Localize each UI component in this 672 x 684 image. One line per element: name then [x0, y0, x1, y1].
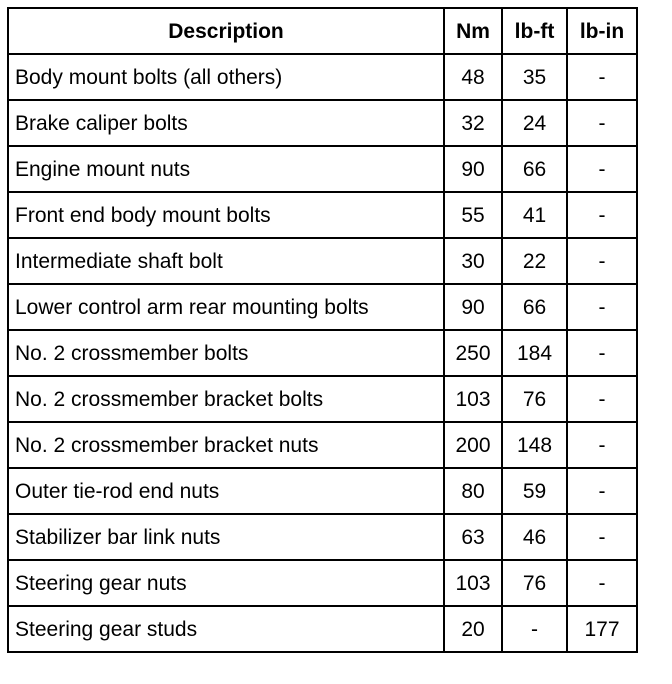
cell-lb-ft: 148 [502, 422, 567, 468]
cell-lb-ft: 22 [502, 238, 567, 284]
table-row [8, 54, 637, 100]
cell-lb-ft: 35 [502, 54, 567, 100]
table-row [8, 192, 637, 238]
cell-nm: 32 [444, 100, 502, 146]
header-lb-ft: lb-ft [502, 8, 567, 54]
table-header [8, 8, 637, 54]
table-row [8, 330, 637, 376]
cell-description: Engine mount nuts [8, 146, 444, 192]
cell-description: Steering gear nuts [8, 560, 444, 606]
cell-lb-in: - [567, 330, 637, 376]
cell-nm: 80 [444, 468, 502, 514]
table-row [8, 606, 637, 652]
cell-description: Intermediate shaft bolt [8, 238, 444, 284]
header-lb-in: lb-in [567, 8, 637, 54]
cell-nm: 250 [444, 330, 502, 376]
cell-lb-ft: 41 [502, 192, 567, 238]
table-row [8, 284, 637, 330]
table-body [8, 54, 637, 652]
cell-lb-in: - [567, 192, 637, 238]
header-description: Description [8, 8, 444, 54]
cell-lb-ft: 66 [502, 146, 567, 192]
cell-lb-in: - [567, 422, 637, 468]
cell-nm: 103 [444, 560, 502, 606]
cell-lb-ft: 76 [502, 376, 567, 422]
cell-description: No. 2 crossmember bracket bolts [8, 376, 444, 422]
cell-lb-in: - [567, 514, 637, 560]
cell-lb-ft: 59 [502, 468, 567, 514]
table-row [8, 146, 637, 192]
header-nm: Nm [444, 8, 502, 54]
table-row [8, 422, 637, 468]
cell-description: Stabilizer bar link nuts [8, 514, 444, 560]
cell-description: Lower control arm rear mounting bolts [8, 284, 444, 330]
cell-lb-in: - [567, 146, 637, 192]
cell-lb-ft: 76 [502, 560, 567, 606]
cell-nm: 90 [444, 284, 502, 330]
cell-nm: 20 [444, 606, 502, 652]
cell-nm: 200 [444, 422, 502, 468]
cell-lb-in: - [567, 238, 637, 284]
table-row [8, 560, 637, 606]
cell-nm: 55 [444, 192, 502, 238]
cell-lb-ft: 46 [502, 514, 567, 560]
cell-description: Body mount bolts (all others) [8, 54, 444, 100]
cell-lb-ft: 24 [502, 100, 567, 146]
cell-nm: 30 [444, 238, 502, 284]
table-row [8, 514, 637, 560]
torque-spec-table [7, 7, 638, 653]
cell-nm: 90 [444, 146, 502, 192]
cell-lb-ft: - [502, 606, 567, 652]
cell-description: Outer tie-rod end nuts [8, 468, 444, 514]
cell-description: Front end body mount bolts [8, 192, 444, 238]
table-row [8, 376, 637, 422]
cell-lb-in: - [567, 560, 637, 606]
cell-nm: 103 [444, 376, 502, 422]
table-row [8, 100, 637, 146]
cell-description: Brake caliper bolts [8, 100, 444, 146]
cell-lb-ft: 184 [502, 330, 567, 376]
cell-description: No. 2 crossmember bolts [8, 330, 444, 376]
table-row [8, 238, 637, 284]
cell-lb-in: - [567, 376, 637, 422]
cell-nm: 48 [444, 54, 502, 100]
cell-nm: 63 [444, 514, 502, 560]
table-row [8, 468, 637, 514]
cell-description: No. 2 crossmember bracket nuts [8, 422, 444, 468]
cell-lb-in: - [567, 54, 637, 100]
cell-description: Steering gear studs [8, 606, 444, 652]
cell-lb-in: - [567, 468, 637, 514]
cell-lb-ft: 66 [502, 284, 567, 330]
cell-lb-in: - [567, 100, 637, 146]
cell-lb-in: - [567, 284, 637, 330]
cell-lb-in: 177 [567, 606, 637, 652]
header-row [8, 8, 637, 54]
